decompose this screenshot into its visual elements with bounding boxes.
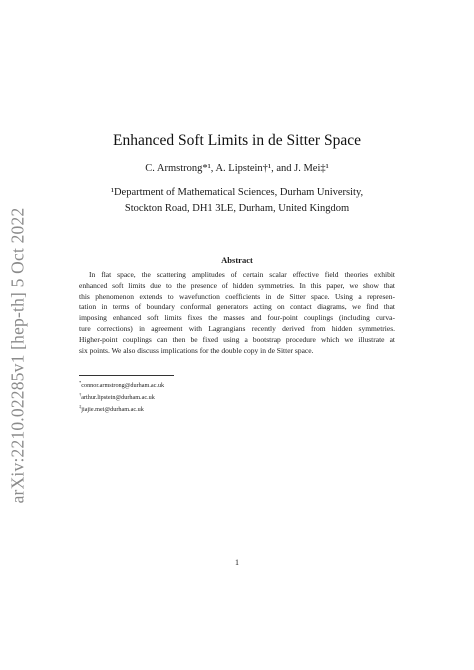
abstract-line: this phenomenon extends to wavefunction coefficients in de Sitter space. Using a represen- <box>79 291 395 301</box>
footnote-mark: * <box>79 380 82 385</box>
abstract-line: Higher-point couplings can then be fixed using a bootstrap procedure which we illustrate at <box>79 334 395 344</box>
paper-title: Enhanced Soft Limits in de Sitter Space <box>113 132 361 149</box>
abstract-line: six points. We also discuss implications for the double copy in de Sitter space. <box>79 345 314 355</box>
footnote-text: jiajie.mei@durham.ac.uk <box>81 406 144 414</box>
footnote-email[interactable] <box>79 378 164 390</box>
abstract-heading: Abstract <box>221 255 253 265</box>
abstract-line: imposing enhanced soft limits fixes the masses and four-point couplings (including curva- <box>79 313 395 323</box>
affiliation <box>0 185 474 217</box>
affiliation-line: Stockton Road, DH1 3LE, Durham, United Kingdom <box>124 203 350 214</box>
footnote-rule <box>79 375 174 376</box>
footnote-text: connor.armstrong@durham.ac.uk <box>81 382 165 390</box>
author-list: C. Armstrong*¹, A. Lipstein†¹, and J. Mei‡¹ <box>145 163 329 174</box>
arxiv-stamp <box>5 207 31 503</box>
abstract-line: ture corrections) in agreement with Lagrangians recently derived from hidden symmetries. <box>79 323 395 333</box>
footnote-mark: † <box>79 392 82 398</box>
footnote-email[interactable] <box>79 402 164 414</box>
abstract-body <box>79 270 395 356</box>
arxiv-identifier[interactable]: arXiv:2210.02285v1 [hep-th] 5 Oct 2022 <box>7 207 28 503</box>
affiliation-line: ¹Department of Mathematical Sciences, Durham University, <box>110 187 364 198</box>
footnote-text: arthur.lipstein@durham.ac.uk <box>81 394 155 402</box>
footnotes <box>79 378 164 414</box>
abstract-line: enhanced soft limits due to the presence of hidden symmetries. In this paper, we show that <box>79 280 395 290</box>
abstract-line: tation in terms of boundary conformal generators acting on contact diagrams, we find that <box>79 302 395 312</box>
footnote-email[interactable] <box>79 390 164 402</box>
footnote-mark: ‡ <box>79 404 82 410</box>
abstract-line: In flat space, the scattering amplitudes of certain scalar effective field theories exhibit <box>89 270 395 279</box>
page-number: 1 <box>235 558 239 567</box>
